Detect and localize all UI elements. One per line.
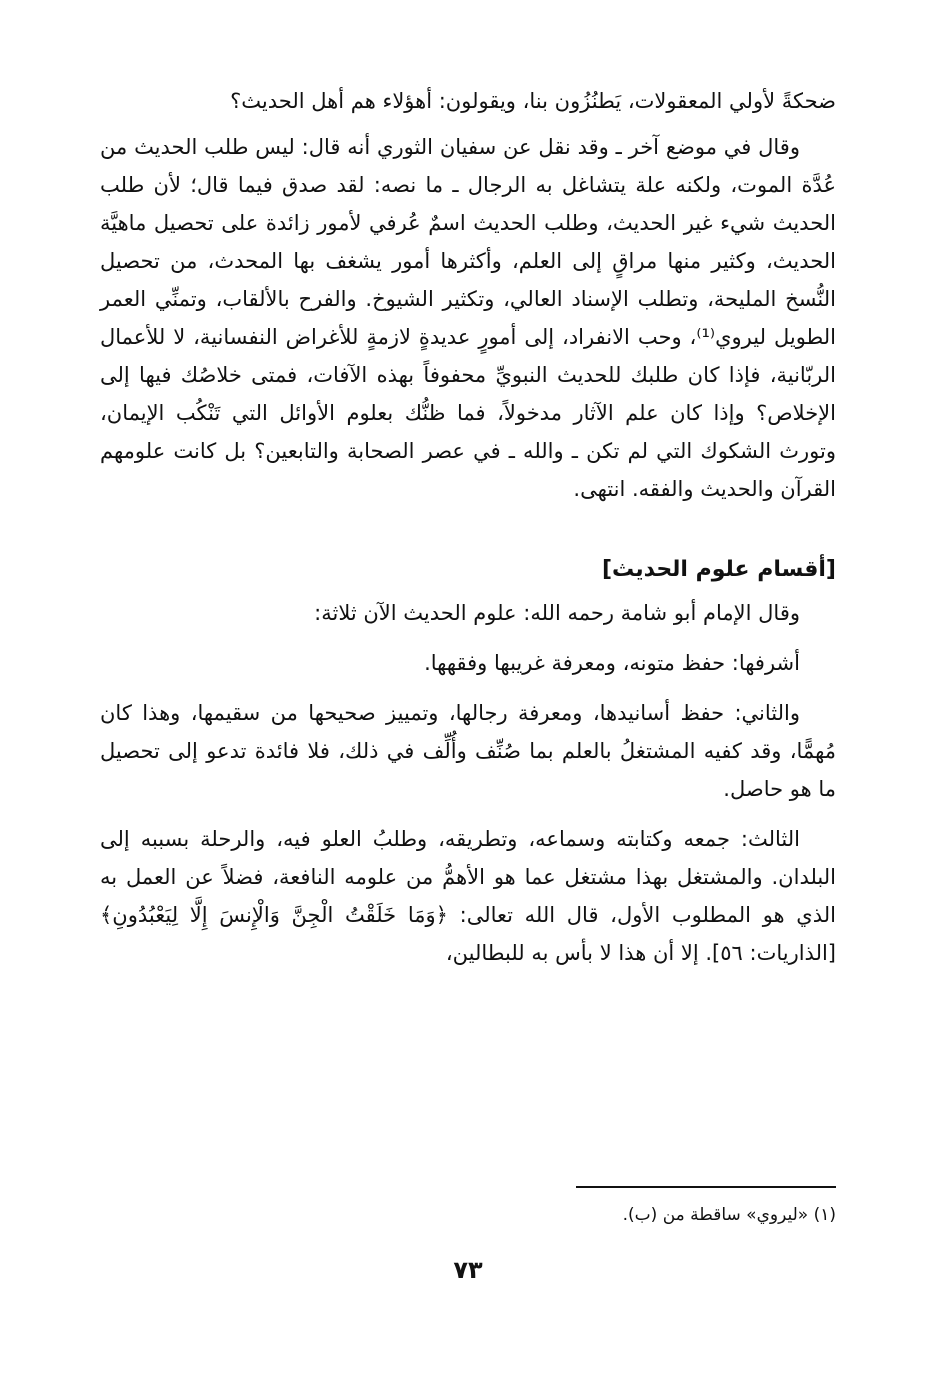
- footnote: (١) «ليروي» ساقطة من (ب).: [622, 1205, 836, 1225]
- page-body: [100, 82, 836, 972]
- paragraph-second-branch: والثاني: حفظ أسانيدها، ومعرفة رجالها، وتمييز صحيحها من سقيمها، وهذا كان مُهمًّا، وقد كفيه المشتغلُ بالعلم بما صُنِّف وأُلِّف في ذلك، فلا فائدة تدعو إلى تحصيل ما هو حاصل.: [100, 701, 836, 801]
- footnote-divider: [576, 1186, 836, 1188]
- paragraph-abu-shama: وقال الإمام أبو شامة رحمه الله: علوم الحديث الآن ثلاثة:: [314, 601, 800, 625]
- paragraph-continuation: ضحكةً لأولي المعقولات، يَطنُزُون بنا، ويقولون: أهؤلاء هم أهل الحديث؟: [230, 89, 836, 113]
- paragraph-first-branch: أشرفها: حفظ متونه، ومعرفة غريبها وفقهها.: [424, 651, 800, 675]
- paragraph-sufyan-quote: وقال في موضع آخر ـ وقد نقل عن سفيان الثوري أنه قال: ليس طلب الحديث من عُدَّة الموت، ولكنه علة يتشاغل به الرجال ـ ما نصه: لقد صدق فيما قال؛ لأن طلب الحديث شيء غير الحديث، وطلب الحديث اسمٌ عُرفي لأمور زائدة على تحصيل ماهيَّة الحديث، وكثير منها مراقٍ إلى العلم، وأكثرها أمور يشغف بها المحدث، من تحصيل النُّسخ المليحة، وتطلب الإسناد العالي، وتكثير الشيوخ. والفرح بالألقاب، وتمنِّي العمر الطويل ليروي⁽¹⁾، وحب الانفراد، إلى أمورٍ عديدةٍ لازمةٍ للأغراض النفسانية، لا للأعمال الربّانية، فإذا كان طلبك للحديث النبويِّ محفوفاً بهذه الآفات، فمتى خلاصُك فيها إلى الإخلاص؟ وإذا كان علم الآثار مدخولاً، فما ظنُّك بعلوم الأوائل التي تَنْكُب الإيمان، وتورث الشكوك التي لم تكن ـ والله ـ في عصر الصحابة والتابعين؟ بل كانت علومهم القرآن والحديث والفقه. انتهى.: [100, 135, 836, 501]
- page-number: ٧٣: [453, 1256, 483, 1284]
- paragraph-third-branch: الثالث: جمعه وكتابته وسماعه، وتطريقه، وطلبُ العلو فيه، والرحلة بسببه إلى البلدان. والمشتغل بهذا مشتغل عما هو الأهمُّ من علومه النافعة، فضلاً عن العمل به الذي هو المطلوب الأول، قال الله تعالى: ﴿وَمَا خَلَقْتُ الْجِنَّ وَالْإِنسَ إِلَّا لِيَعْبُدُونِ﴾ [الذاريات: ٥٦]. إلا أن هذا لا بأس به للبطالين،: [100, 827, 836, 965]
- section-heading: [أقسام علوم الحديث]: [602, 557, 836, 582]
